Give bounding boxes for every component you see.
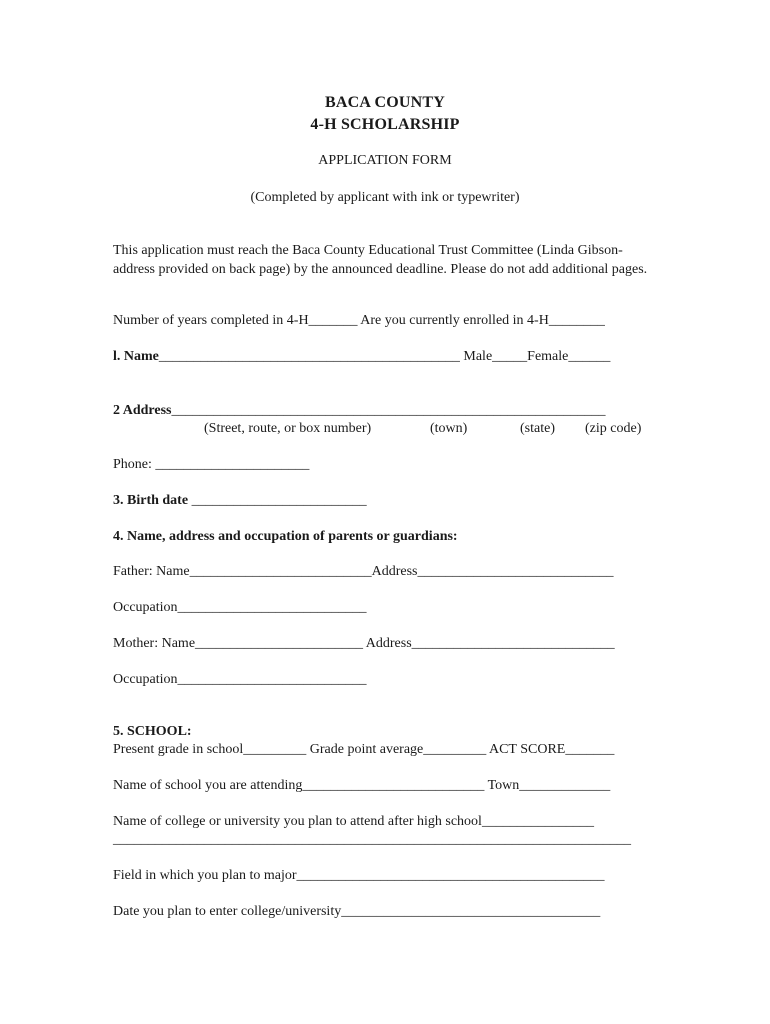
- address-town-caption: (town): [430, 421, 468, 436]
- school-name-line[interactable]: Name of school you are attending__________________________ Town_____________: [113, 778, 611, 793]
- father-line[interactable]: Father: Name__________________________Address____________________________: [113, 564, 614, 579]
- parents-heading: 4. Name, address and occupation of parents or guardians:: [113, 529, 458, 544]
- address-field[interactable]: ______________________________________________________________: [171, 403, 606, 418]
- college-continuation-line[interactable]: __________________________________________________________________________: [113, 832, 631, 847]
- school-grade-line[interactable]: Present grade in school_________ Grade point average_________ ACT SCORE_______: [113, 742, 615, 757]
- birth-date-label: 3. Birth date: [113, 493, 189, 508]
- name-field[interactable]: ___________________________________________ Male_____Female______: [158, 349, 611, 364]
- birth-date-line[interactable]: [113, 493, 367, 509]
- form-title: APPLICATION FORM: [318, 153, 452, 168]
- address-label: 2 Address: [113, 403, 172, 418]
- form-instruction: (Completed by applicant with ink or typewriter): [250, 190, 520, 205]
- name-line[interactable]: [113, 349, 610, 365]
- name-label: l. Name: [113, 349, 159, 364]
- years-in-4h-line[interactable]: Number of years completed in 4-H_______ Are you currently enrolled in 4-H________: [113, 313, 605, 328]
- birth-date-field[interactable]: _________________________: [188, 493, 367, 508]
- phone-line[interactable]: Phone: ______________________: [113, 457, 310, 472]
- intro-paragraph: This application must reach the Baca County Educational Trust Committee (Linda Gibson-address provided on back page) by the announced deadline. Please do not add additional pages.: [113, 243, 648, 277]
- school-heading: 5. SCHOOL:: [113, 724, 192, 739]
- enter-date-line[interactable]: Date you plan to enter college/university_____________________________________: [113, 904, 601, 919]
- address-street-caption: (Street, route, or box number): [204, 421, 372, 436]
- major-line[interactable]: Field in which you plan to major____________________________________________: [113, 868, 605, 883]
- address-state-caption: (state): [520, 421, 555, 436]
- scholarship-title: 4-H SCHOLARSHIP: [310, 116, 460, 133]
- college-line[interactable]: Name of college or university you plan to attend after high school________________: [113, 814, 594, 829]
- mother-occupation-line[interactable]: Occupation___________________________: [113, 672, 367, 687]
- county-title: BACA COUNTY: [325, 94, 445, 111]
- father-occupation-line[interactable]: Occupation___________________________: [113, 600, 367, 615]
- address-zip-caption: (zip code): [585, 421, 642, 436]
- mother-line[interactable]: Mother: Name________________________ Address_____________________________: [113, 636, 615, 651]
- address-line[interactable]: [113, 403, 605, 419]
